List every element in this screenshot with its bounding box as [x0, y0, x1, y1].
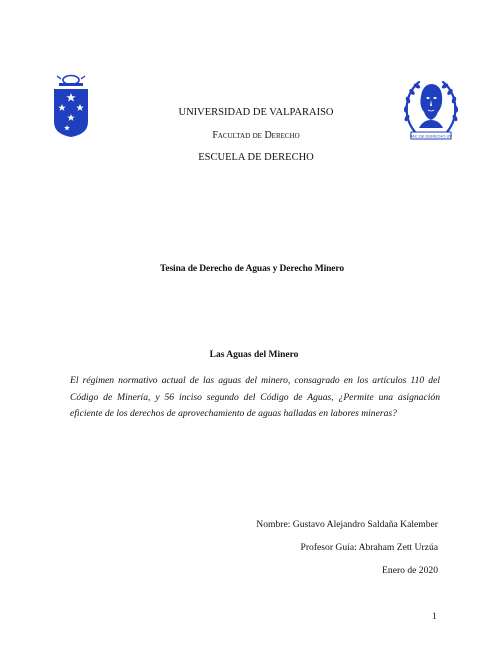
date-line: Enero de 2020: [382, 565, 438, 576]
abstract-question: El régimen normativo actual de las aguas del minero, consagrado en los artículos 110 del Código de Minería, y 56 inciso segundo del Código de Aguas, ¿Permite una asignación eficiente de los derechos de aprovechamiento de aguas halladas en labores mineras?: [70, 375, 440, 419]
document-page: FAC DE DERECHO UV UNIVERSIDAD DE VALPARAISO Facultad de Derecho ESCUELA DE DERECHO Tesina de Derecho de Aguas y Derecho Minero Las Aguas del Minero El régimen normativo actual de las aguas del minero, consagrado en los artículos 110 del Código de Minería, y 56 inciso segundo del Código de Aguas, ¿Permite una asignación eficiente de los derechos de aprovechamiento de aguas halladas en labores mineras? Nombre: Gustavo Alejandro Saldaña Kalember Profesor Guía: Abraham Zett Urzúa Enero de 2020 1: [0, 0, 504, 659]
guide-professor: Profesor Guía: Abraham Zett Urzúa: [300, 542, 438, 553]
page-number: 1: [432, 611, 437, 621]
author-name: Nombre: Gustavo Alejandro Saldaña Kalember: [256, 519, 438, 530]
svg-text:FAC DE DERECHO UV: FAC DE DERECHO UV: [409, 133, 453, 139]
university-shield-stars-icon: [51, 74, 91, 138]
faculty-laurel-head-seal-icon: [401, 76, 461, 142]
